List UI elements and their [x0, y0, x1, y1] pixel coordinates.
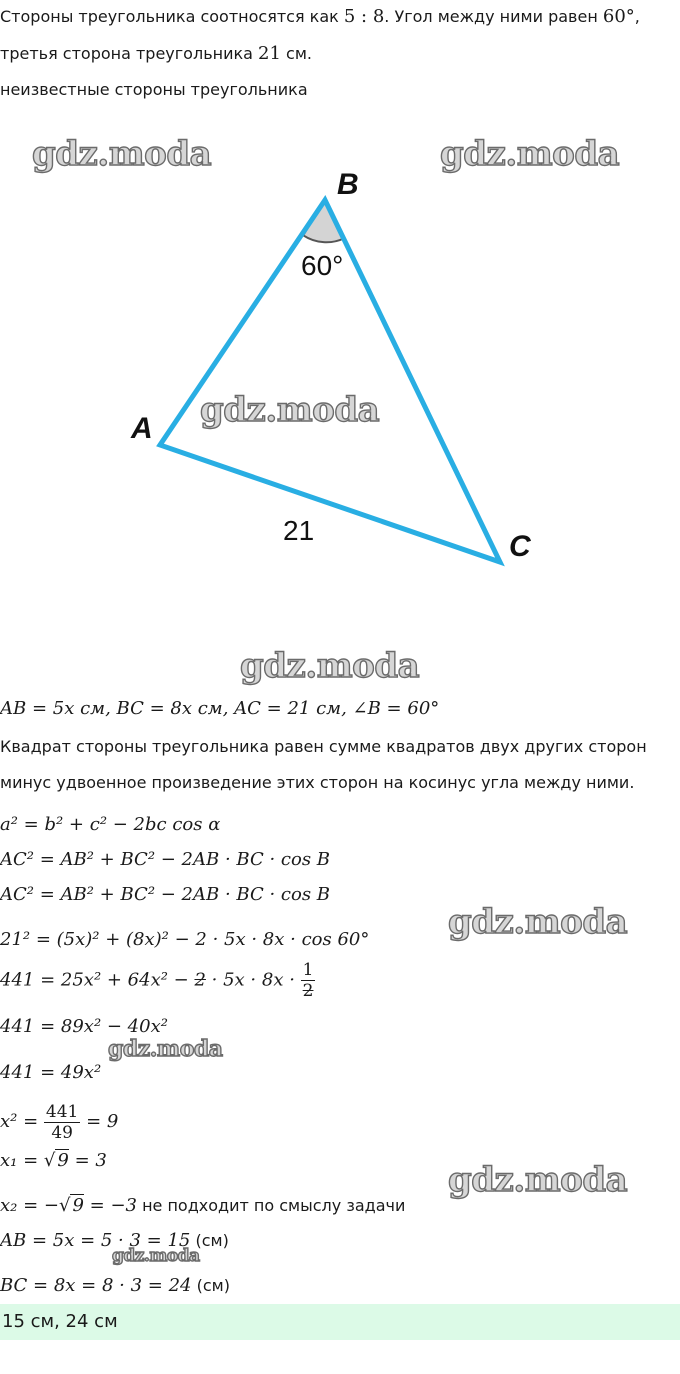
eq-part: = −3: [83, 1195, 137, 1216]
vertex-label-c: C: [509, 530, 531, 563]
fraction-numerator: 1: [302, 960, 314, 980]
watermark: gdz.moda: [200, 390, 380, 430]
answer-box: [0, 1304, 680, 1340]
answer-text: 15 см, 24 см: [2, 1311, 118, 1332]
fraction-numerator: 441: [45, 1101, 79, 1122]
rule-line-1: Квадрат стороны треугольника равен сумме квадратов двух других сторон: [0, 737, 647, 756]
fraction: [44, 1102, 80, 1143]
watermark: gdz.moda: [32, 134, 212, 174]
eq-bc: [0, 1275, 230, 1297]
problem-text: ,: [634, 7, 640, 26]
eq-ac-2: AC² = AB² + BC² − 2AB · BC · cos B: [0, 884, 331, 905]
eq-part: BC = 8x = 8 · 3 = 24: [0, 1275, 192, 1296]
side-value: 21: [258, 43, 281, 64]
angle-value: 60°: [602, 6, 635, 27]
eq-part: 441 = 25x² + 64x² −: [0, 969, 195, 991]
eq-x-squared: [0, 1100, 118, 1144]
problem-text: . Угол между ними равен: [384, 7, 603, 26]
eq-part: x² =: [0, 1111, 44, 1132]
watermark: gdz.moda: [448, 1160, 628, 1200]
fraction-denominator: 49: [51, 1122, 73, 1143]
eq-part: = 3: [68, 1150, 107, 1171]
fraction: [301, 960, 316, 1001]
problem-text: третья сторона треугольника: [0, 44, 259, 63]
eq-part: x₁ =: [0, 1150, 44, 1171]
watermark: gdz.moda: [448, 902, 628, 942]
fraction-denominator: 2: [302, 981, 314, 1001]
eq-part: AB = 5x = 5 · 3 = 15: [0, 1230, 191, 1251]
problem-text: см.: [280, 44, 312, 63]
eq-note: не подходит по смыслу задачи: [136, 1196, 406, 1215]
watermark: gdz.moda: [108, 1036, 223, 1062]
vertex-label-a: A: [131, 412, 153, 445]
eq-part: x₂ = −: [0, 1195, 59, 1216]
side-label: 21: [283, 515, 315, 546]
ratio-value: 5 : 8: [343, 6, 385, 27]
watermark: gdz.moda: [240, 646, 420, 686]
radicand: 9: [57, 1150, 69, 1171]
problem-line-1: [0, 6, 640, 28]
radicand: 9: [72, 1195, 84, 1216]
watermark: gdz.moda: [112, 1246, 200, 1266]
unit: (см): [191, 1276, 230, 1295]
problem-line-3: неизвестные стороны треугольника: [0, 80, 308, 99]
watermark: gdz.moda: [440, 134, 620, 174]
eq-89: 441 = 89x² − 40x²: [0, 1016, 168, 1037]
angle-label: 60°: [301, 250, 344, 281]
eq-ab: [0, 1230, 229, 1252]
eq-49: 441 = 49x²: [0, 1062, 102, 1083]
eq-part: · 5x · 8x ·: [205, 969, 301, 991]
eq-cancelled: 2: [194, 969, 206, 991]
unit: (см): [190, 1231, 229, 1250]
problem-line-2: [0, 43, 312, 65]
eq-part: = 9: [80, 1111, 119, 1132]
eq-cosine-law: a² = b² + c² − 2bc cos α: [0, 814, 221, 835]
eq-substitution: 21² = (5x)² + (8x)² − 2 · 5x · 8x · cos 60°: [0, 929, 370, 950]
eq-441: [0, 960, 315, 1001]
given-line: AB = 5x см, BC = 8x см, AC = 21 см, ∠B = 60°: [0, 698, 440, 719]
eq-x1: x₁ = √ 9 = 3: [0, 1150, 107, 1171]
problem-text: Стороны треугольника соотносятся как: [0, 7, 344, 26]
eq-ac-1: AC² = AB² + BC² − 2AB · BC · cos B: [0, 849, 331, 870]
vertex-label-b: B: [337, 168, 359, 201]
rule-line-2: минус удвоенное произведение этих сторон на косинус угла между ними.: [0, 773, 635, 792]
eq-x2: x₂ = −√ 9 = −3 не подходит по смыслу задачи: [0, 1195, 406, 1216]
